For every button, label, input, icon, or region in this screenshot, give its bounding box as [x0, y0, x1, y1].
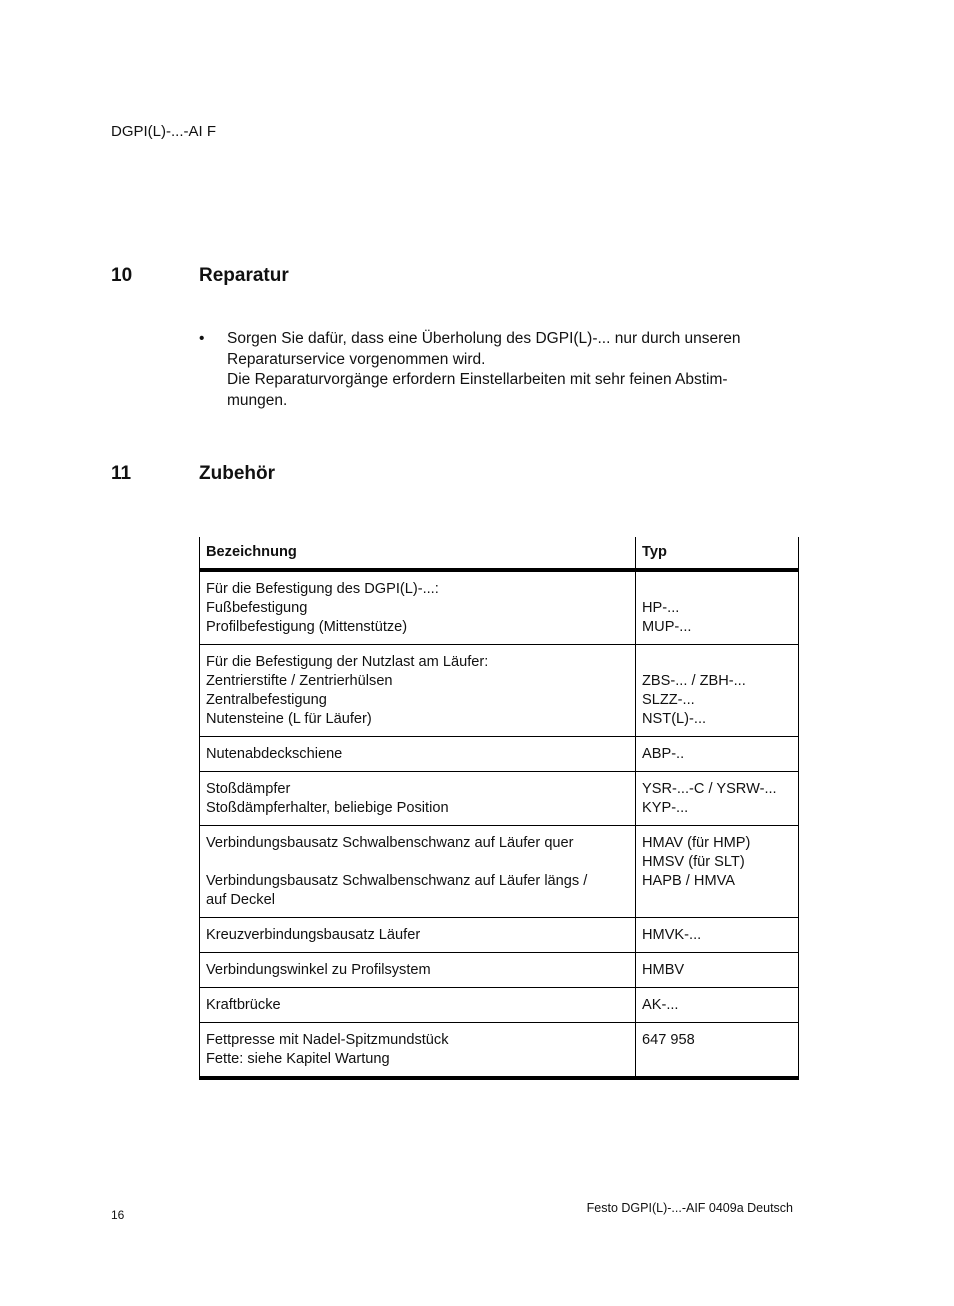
table-row	[200, 570, 799, 645]
cell-typ	[636, 988, 799, 1023]
cell-line: HAPB / HMVA	[642, 873, 735, 889]
cell-line: AK-...	[642, 997, 679, 1013]
table-row	[200, 772, 799, 826]
cell-line: HMBV	[642, 962, 685, 978]
cell-line: Stoßdämpferhalter, beliebige Position	[206, 800, 449, 816]
cell-line: Für die Befestigung der Nutzlast am Läufer:	[206, 654, 489, 670]
repair-line: Reparaturservice vorgenommen wird.	[227, 350, 486, 368]
cell-line: SLZZ-...	[642, 692, 695, 708]
cell-bezeichnung	[200, 918, 636, 953]
repair-text	[227, 329, 779, 411]
section-10-title: Reparatur	[199, 265, 289, 286]
column-header-bezeichnung: Bezeichnung	[200, 537, 636, 570]
repair-line: Die Reparaturvorgänge erfordern Einstellarbeiten mit sehr feinen Abstim-	[227, 371, 728, 389]
cell-line: Profilbefestigung (Mittenstütze)	[206, 619, 408, 635]
table-header-row	[200, 537, 799, 570]
cell-line: Verbindungswinkel zu Profilsystem	[206, 962, 431, 978]
cell-line: HMAV (für HMP)	[642, 835, 751, 851]
cell-bezeichnung	[200, 1023, 636, 1079]
section-11-title: Zubehör	[199, 463, 275, 484]
cell-typ	[636, 918, 799, 953]
section-11-number: 11	[111, 463, 132, 484]
table-row	[200, 918, 799, 953]
repair-line: mungen.	[227, 391, 288, 409]
cell-typ	[636, 826, 799, 918]
cell-line: Kreuzverbindungsbausatz Läufer	[206, 927, 421, 943]
cell-line: HP-...	[642, 600, 680, 616]
cell-line: Zentrierstifte / Zentrierhülsen	[206, 673, 393, 689]
cell-line: 647 958	[642, 1032, 695, 1048]
cell-line: YSR-...-C / YSRW-...	[642, 781, 777, 797]
cell-line: Stoßdämpfer	[206, 781, 291, 797]
cell-typ	[636, 737, 799, 772]
bullet-icon: •	[199, 330, 205, 347]
section-10-number: 10	[111, 265, 133, 286]
cell-typ	[636, 953, 799, 988]
table-row	[200, 645, 799, 737]
table-row	[200, 953, 799, 988]
cell-line: HMVK-...	[642, 927, 702, 943]
cell-bezeichnung	[200, 570, 636, 645]
cell-line: MUP-...	[642, 619, 692, 635]
repair-bullet	[199, 329, 779, 411]
cell-line: Fußbefestigung	[206, 600, 308, 616]
cell-typ	[636, 772, 799, 826]
cell-line: Verbindungsbausatz Schwalbenschwanz auf Läufer längs /	[206, 873, 588, 889]
cell-bezeichnung	[200, 772, 636, 826]
cell-line: Verbindungsbausatz Schwalbenschwanz auf Läufer quer	[206, 835, 574, 851]
table-row	[200, 1023, 799, 1079]
table-row	[200, 826, 799, 918]
cell-line: NST(L)-...	[642, 711, 707, 727]
cell-typ	[636, 645, 799, 737]
cell-line	[206, 853, 629, 872]
column-header-typ: Typ	[636, 537, 799, 570]
cell-line: Fettpresse mit Nadel-Spitzmundstück	[206, 1032, 449, 1048]
cell-line: KYP-...	[642, 800, 689, 816]
cell-bezeichnung	[200, 988, 636, 1023]
cell-typ	[636, 570, 799, 645]
header-code: DGPI(L)-...-AI F	[111, 123, 216, 140]
cell-line: Kraftbrücke	[206, 997, 281, 1013]
cell-bezeichnung	[200, 953, 636, 988]
cell-line: Nutensteine (L für Läufer)	[206, 711, 372, 727]
repair-line: Sorgen Sie dafür, dass eine Überholung des DGPI(L)-... nur durch unseren	[227, 330, 741, 347]
table-row	[200, 737, 799, 772]
cell-line: Zentralbefestigung	[206, 692, 327, 708]
accessories-table	[199, 537, 799, 1080]
footer-doc-info: Festo DGPI(L)-...-AIF 0409a Deutsch	[586, 1201, 793, 1215]
cell-typ	[636, 1023, 799, 1079]
cell-line: Für die Befestigung des DGPI(L)-...:	[206, 581, 439, 597]
table-row	[200, 988, 799, 1023]
cell-line: Fette: siehe Kapitel Wartung	[206, 1051, 390, 1067]
cell-line: ABP-..	[642, 746, 685, 762]
cell-bezeichnung	[200, 645, 636, 737]
cell-line: ZBS-... / ZBH-...	[642, 673, 746, 689]
cell-line: Nutenabdeckschiene	[206, 746, 343, 762]
cell-bezeichnung	[200, 737, 636, 772]
cell-line: auf Deckel	[206, 892, 275, 908]
cell-bezeichnung	[200, 826, 636, 918]
page-number: 16	[111, 1208, 125, 1222]
table-body	[200, 570, 799, 1078]
cell-line: HMSV (für SLT)	[642, 854, 745, 870]
